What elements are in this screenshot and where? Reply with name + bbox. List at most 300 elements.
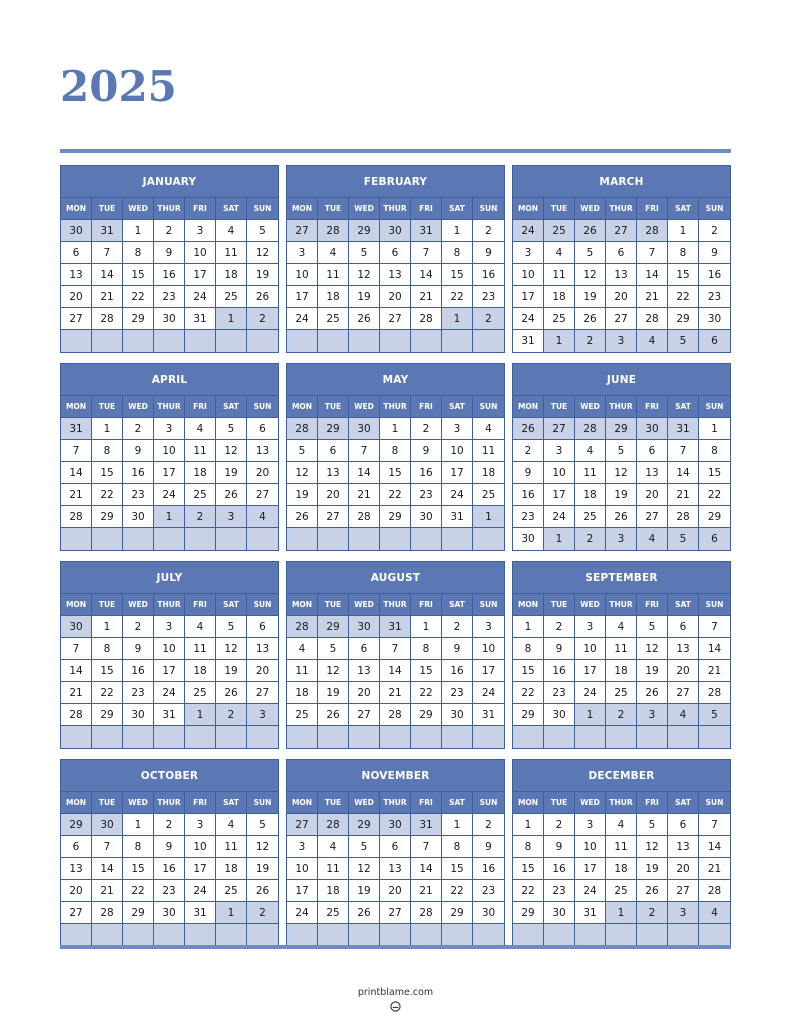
week-row xyxy=(287,418,504,440)
day-cell xyxy=(411,330,442,352)
day-cell xyxy=(637,726,668,748)
day-cell: 21 xyxy=(411,286,442,307)
day-cell xyxy=(575,924,606,946)
day-cell xyxy=(123,726,154,748)
day-cell: 21 xyxy=(92,880,123,901)
day-cell: 2 xyxy=(123,418,154,439)
day-cell: 3 xyxy=(216,506,247,527)
day-cell: 17 xyxy=(287,880,318,901)
day-cell: 27 xyxy=(668,682,699,703)
day-cell: 2 xyxy=(442,616,473,637)
day-cell xyxy=(318,528,349,550)
day-cell: 5 xyxy=(216,418,247,439)
day-cell: 24 xyxy=(575,682,606,703)
weekday-label: WED xyxy=(575,792,606,813)
week-row xyxy=(513,858,730,880)
day-cell: 19 xyxy=(255,862,270,875)
day-cell: 31 xyxy=(61,418,92,439)
week-row xyxy=(287,902,504,924)
day-cell: 13 xyxy=(61,264,92,285)
day-cell: 5 xyxy=(699,704,730,725)
day-cell: 2 xyxy=(473,308,504,329)
day-cell xyxy=(318,726,349,748)
day-cell: 13 xyxy=(61,858,92,879)
day-cell: 9 xyxy=(711,246,718,259)
day-cell: 19 xyxy=(287,484,318,505)
weekday-label: WED xyxy=(349,198,380,219)
weekday-label: SUN xyxy=(253,798,272,807)
day-cell: 3 xyxy=(287,836,318,857)
day-cell: 16 xyxy=(481,862,496,875)
day-cell: 24 xyxy=(154,484,185,505)
day-cell: 30 xyxy=(349,418,380,439)
day-cell xyxy=(154,330,185,352)
day-cell xyxy=(473,924,504,946)
month-february xyxy=(286,165,505,353)
day-cell: 3 xyxy=(154,418,185,439)
day-cell xyxy=(544,924,575,946)
weekday-label: WED xyxy=(575,198,606,219)
day-cell xyxy=(473,528,504,550)
weekday-label: MON xyxy=(287,792,318,813)
day-cell: 14 xyxy=(92,858,123,879)
day-cell: 27 xyxy=(287,220,318,241)
month-name: FEBRUARY xyxy=(287,166,504,197)
day-cell: 18 xyxy=(185,660,216,681)
weekday-label: MON xyxy=(513,792,544,813)
day-cell: 3 xyxy=(606,330,637,352)
day-cell: 12 xyxy=(318,660,349,681)
day-cell: 11 xyxy=(185,638,216,659)
week-row xyxy=(513,880,730,902)
day-cell: 20 xyxy=(61,880,92,901)
day-cell xyxy=(442,330,473,352)
day-cell: 7 xyxy=(668,440,699,461)
week-row xyxy=(513,616,730,638)
day-cell: 16 xyxy=(544,858,575,879)
day-cell: 31 xyxy=(411,814,442,835)
weekday-label: SAT xyxy=(216,396,247,417)
weekday-label: SAT xyxy=(442,594,473,615)
footer-site[interactable]: printblame.com xyxy=(357,987,434,998)
day-cell: 27 xyxy=(255,488,270,501)
week-row xyxy=(513,682,730,704)
day-cell: 6 xyxy=(380,836,411,857)
weekday-label: FRI xyxy=(185,792,216,813)
day-cell: 31 xyxy=(185,308,216,329)
month-september xyxy=(512,561,731,749)
day-cell: 15 xyxy=(513,858,544,879)
weekday-header-row xyxy=(61,593,278,616)
day-cell: 29 xyxy=(349,220,380,241)
day-cell: 11 xyxy=(544,264,575,285)
day-cell: 6 xyxy=(61,242,92,263)
day-cell: 3 xyxy=(247,704,278,725)
day-cell: 28 xyxy=(61,506,92,527)
week-row xyxy=(61,924,278,946)
weekday-label: WED xyxy=(123,594,154,615)
day-cell: 26 xyxy=(575,308,606,329)
day-cell: 28 xyxy=(287,616,318,637)
week-row xyxy=(287,682,504,704)
day-cell: 10 xyxy=(154,440,185,461)
day-cell: 8 xyxy=(711,444,718,457)
day-cell: 23 xyxy=(411,484,442,505)
day-cell: 11 xyxy=(318,858,349,879)
smiley-icon xyxy=(390,1001,401,1012)
week-row xyxy=(287,242,504,264)
weekday-header-row xyxy=(287,791,504,814)
week-row xyxy=(513,286,730,308)
day-cell: 16 xyxy=(123,462,154,483)
day-cell: 16 xyxy=(154,858,185,879)
week-row xyxy=(61,440,278,462)
day-cell xyxy=(668,924,699,946)
day-cell: 13 xyxy=(380,858,411,879)
day-cell: 30 xyxy=(380,814,411,835)
weekday-label: THUR xyxy=(154,198,185,219)
day-cell: 3 xyxy=(637,704,668,725)
day-cell xyxy=(92,528,123,550)
weekday-header-row xyxy=(61,197,278,220)
day-cell: 1 xyxy=(442,220,473,241)
day-cell: 6 xyxy=(699,528,730,550)
weekday-label: WED xyxy=(349,594,380,615)
day-cell: 31 xyxy=(92,220,123,241)
day-cell: 24 xyxy=(544,506,575,527)
day-cell: 14 xyxy=(707,642,722,655)
day-cell: 12 xyxy=(575,264,606,285)
day-cell: 5 xyxy=(575,242,606,263)
week-row xyxy=(287,308,504,330)
day-cell: 28 xyxy=(61,704,92,725)
weekday-label: MON xyxy=(61,198,92,219)
day-cell: 14 xyxy=(92,264,123,285)
day-cell: 6 xyxy=(699,330,730,352)
week-row xyxy=(61,704,278,726)
weekday-label: SUN xyxy=(479,798,498,807)
day-cell: 2 xyxy=(711,224,718,237)
day-cell: 1 xyxy=(380,418,411,439)
week-row xyxy=(513,528,730,550)
day-cell: 17 xyxy=(185,858,216,879)
weekday-header-row xyxy=(61,791,278,814)
day-cell: 15 xyxy=(380,462,411,483)
day-cell: 29 xyxy=(442,902,473,923)
month-name: JUNE xyxy=(513,364,730,395)
day-cell: 28 xyxy=(349,506,380,527)
weekday-label: MON xyxy=(61,792,92,813)
day-cell xyxy=(442,528,473,550)
day-cell: 4 xyxy=(606,814,637,835)
weekday-label: MON xyxy=(513,396,544,417)
day-cell: 20 xyxy=(380,286,411,307)
day-cell: 8 xyxy=(123,242,154,263)
week-row xyxy=(61,528,278,550)
day-cell: 2 xyxy=(544,814,575,835)
day-cell: 27 xyxy=(637,506,668,527)
day-cell: 17 xyxy=(513,286,544,307)
day-cell: 4 xyxy=(185,616,216,637)
day-cell: 5 xyxy=(668,528,699,550)
day-cell: 31 xyxy=(411,220,442,241)
day-cell: 12 xyxy=(349,264,380,285)
day-cell: 26 xyxy=(606,506,637,527)
day-cell: 16 xyxy=(544,660,575,681)
weekday-label: MON xyxy=(61,594,92,615)
weekday-header-row xyxy=(513,791,730,814)
day-cell xyxy=(247,528,278,550)
day-cell: 26 xyxy=(287,506,318,527)
day-cell: 17 xyxy=(481,664,496,677)
day-cell: 19 xyxy=(349,880,380,901)
day-cell: 3 xyxy=(606,528,637,550)
day-cell: 1 xyxy=(442,308,473,329)
day-cell: 23 xyxy=(123,484,154,505)
day-cell: 24 xyxy=(185,286,216,307)
day-cell: 13 xyxy=(668,836,699,857)
day-cell: 23 xyxy=(544,682,575,703)
day-cell: 9 xyxy=(154,836,185,857)
day-cell xyxy=(61,726,92,748)
day-cell: 27 xyxy=(380,902,411,923)
day-cell: 20 xyxy=(318,484,349,505)
day-cell: 28 xyxy=(411,308,442,329)
weekday-label: TUE xyxy=(318,396,349,417)
day-cell: 29 xyxy=(513,704,544,725)
day-cell: 13 xyxy=(349,660,380,681)
day-cell: 20 xyxy=(255,664,270,677)
weekday-label: FRI xyxy=(411,594,442,615)
day-cell: 30 xyxy=(349,616,380,637)
week-row xyxy=(61,330,278,352)
day-cell: 1 xyxy=(123,814,154,835)
day-cell xyxy=(575,726,606,748)
day-cell: 16 xyxy=(411,462,442,483)
day-cell: 19 xyxy=(216,660,247,681)
month-january xyxy=(60,165,279,353)
day-cell: 3 xyxy=(154,616,185,637)
day-cell: 3 xyxy=(442,418,473,439)
day-cell: 25 xyxy=(185,682,216,703)
day-cell: 27 xyxy=(380,308,411,329)
day-cell: 18 xyxy=(481,466,496,479)
day-cell: 15 xyxy=(92,660,123,681)
month-december xyxy=(512,759,731,947)
day-cell: 19 xyxy=(216,462,247,483)
day-cell: 14 xyxy=(61,462,92,483)
day-cell: 30 xyxy=(411,506,442,527)
day-cell: 21 xyxy=(668,484,699,505)
day-cell: 28 xyxy=(92,308,123,329)
weekday-label: FRI xyxy=(185,396,216,417)
day-cell xyxy=(442,726,473,748)
day-cell: 12 xyxy=(216,638,247,659)
day-cell: 6 xyxy=(259,422,266,435)
week-row xyxy=(513,462,730,484)
day-cell: 1 xyxy=(668,220,699,241)
day-cell: 30 xyxy=(61,616,92,637)
day-cell: 22 xyxy=(668,286,699,307)
day-cell: 31 xyxy=(442,506,473,527)
week-row xyxy=(287,836,504,858)
day-cell: 2 xyxy=(513,440,544,461)
day-cell: 20 xyxy=(380,880,411,901)
day-cell: 24 xyxy=(575,880,606,901)
day-cell: 6 xyxy=(380,242,411,263)
week-row xyxy=(61,638,278,660)
day-cell: 15 xyxy=(442,264,473,285)
weekday-label: SAT xyxy=(668,198,699,219)
day-cell: 31 xyxy=(513,330,544,352)
day-cell xyxy=(154,924,185,946)
day-cell: 4 xyxy=(637,330,668,352)
day-cell: 2 xyxy=(411,418,442,439)
month-august xyxy=(286,561,505,749)
day-cell: 28 xyxy=(668,506,699,527)
day-cell: 18 xyxy=(606,660,637,681)
day-cell: 17 xyxy=(185,264,216,285)
day-cell: 14 xyxy=(380,660,411,681)
day-cell: 6 xyxy=(318,440,349,461)
day-cell: 6 xyxy=(349,638,380,659)
weekday-label: SUN xyxy=(705,402,724,411)
day-cell: 29 xyxy=(123,902,154,923)
day-cell: 25 xyxy=(216,286,247,307)
week-row xyxy=(61,506,278,528)
day-cell: 12 xyxy=(349,858,380,879)
day-cell xyxy=(411,726,442,748)
month-grid xyxy=(60,165,732,947)
day-cell: 31 xyxy=(575,902,606,923)
weekday-header-row xyxy=(287,593,504,616)
month-name: MAY xyxy=(287,364,504,395)
day-cell: 29 xyxy=(349,814,380,835)
month-name: JANUARY xyxy=(61,166,278,197)
weekday-label: THUR xyxy=(380,396,411,417)
day-cell: 3 xyxy=(575,616,606,637)
day-cell: 26 xyxy=(513,418,544,439)
weekday-label: SAT xyxy=(442,396,473,417)
day-cell xyxy=(287,330,318,352)
week-row xyxy=(61,814,278,836)
day-cell: 30 xyxy=(707,312,722,325)
week-row xyxy=(287,220,504,242)
day-cell: 30 xyxy=(544,902,575,923)
day-cell: 8 xyxy=(92,638,123,659)
weekday-label: WED xyxy=(575,396,606,417)
day-cell: 6 xyxy=(637,440,668,461)
day-cell: 1 xyxy=(473,506,504,527)
day-cell xyxy=(380,726,411,748)
weekday-label: SAT xyxy=(668,396,699,417)
day-cell: 10 xyxy=(185,242,216,263)
day-cell: 30 xyxy=(154,902,185,923)
day-cell: 3 xyxy=(513,242,544,263)
day-cell: 21 xyxy=(707,664,722,677)
weekday-label: FRI xyxy=(411,396,442,417)
day-cell: 30 xyxy=(544,704,575,725)
weekday-label: THUR xyxy=(606,792,637,813)
day-cell: 10 xyxy=(544,462,575,483)
week-row xyxy=(287,858,504,880)
week-row xyxy=(287,814,504,836)
day-cell: 7 xyxy=(411,836,442,857)
day-cell xyxy=(318,330,349,352)
day-cell: 9 xyxy=(442,638,473,659)
weekday-label: SUN xyxy=(253,204,272,213)
year-title: 2025 xyxy=(60,62,177,111)
day-cell: 10 xyxy=(481,642,496,655)
day-cell xyxy=(61,528,92,550)
day-cell: 5 xyxy=(259,224,266,237)
day-cell xyxy=(287,924,318,946)
day-cell: 14 xyxy=(411,264,442,285)
day-cell: 23 xyxy=(481,290,496,303)
week-row xyxy=(287,330,504,352)
day-cell: 3 xyxy=(575,814,606,835)
day-cell: 4 xyxy=(544,242,575,263)
day-cell: 25 xyxy=(606,880,637,901)
weekday-label: SAT xyxy=(442,792,473,813)
day-cell: 24 xyxy=(154,682,185,703)
day-cell xyxy=(606,924,637,946)
day-cell: 1 xyxy=(185,704,216,725)
day-cell: 2 xyxy=(575,528,606,550)
day-cell: 18 xyxy=(185,462,216,483)
week-row xyxy=(513,638,730,660)
day-cell: 28 xyxy=(411,902,442,923)
day-cell: 1 xyxy=(711,422,718,435)
weekday-label: SAT xyxy=(216,198,247,219)
week-row xyxy=(513,924,730,946)
week-row xyxy=(61,880,278,902)
day-cell: 27 xyxy=(255,686,270,699)
weekday-header-row xyxy=(513,593,730,616)
day-cell xyxy=(92,726,123,748)
day-cell: 30 xyxy=(380,220,411,241)
day-cell xyxy=(216,330,247,352)
day-cell xyxy=(247,330,278,352)
day-cell: 11 xyxy=(606,836,637,857)
day-cell: 4 xyxy=(216,814,247,835)
week-row xyxy=(61,682,278,704)
day-cell: 3 xyxy=(185,220,216,241)
week-row xyxy=(61,462,278,484)
day-cell: 18 xyxy=(606,858,637,879)
day-cell xyxy=(349,330,380,352)
week-row xyxy=(61,286,278,308)
day-cell: 5 xyxy=(318,638,349,659)
day-cell: 15 xyxy=(513,660,544,681)
day-cell: 31 xyxy=(668,418,699,439)
weekday-label: TUE xyxy=(92,396,123,417)
weekday-label: SUN xyxy=(253,600,272,609)
day-cell: 28 xyxy=(707,884,722,897)
day-cell: 2 xyxy=(123,616,154,637)
day-cell: 12 xyxy=(255,840,270,853)
day-cell: 10 xyxy=(575,836,606,857)
week-row xyxy=(513,506,730,528)
week-row xyxy=(513,220,730,242)
day-cell: 14 xyxy=(61,660,92,681)
weekday-header-row xyxy=(287,197,504,220)
day-cell: 6 xyxy=(61,836,92,857)
day-cell xyxy=(216,528,247,550)
day-cell: 9 xyxy=(544,638,575,659)
day-cell: 6 xyxy=(259,620,266,633)
day-cell: 2 xyxy=(485,224,492,237)
